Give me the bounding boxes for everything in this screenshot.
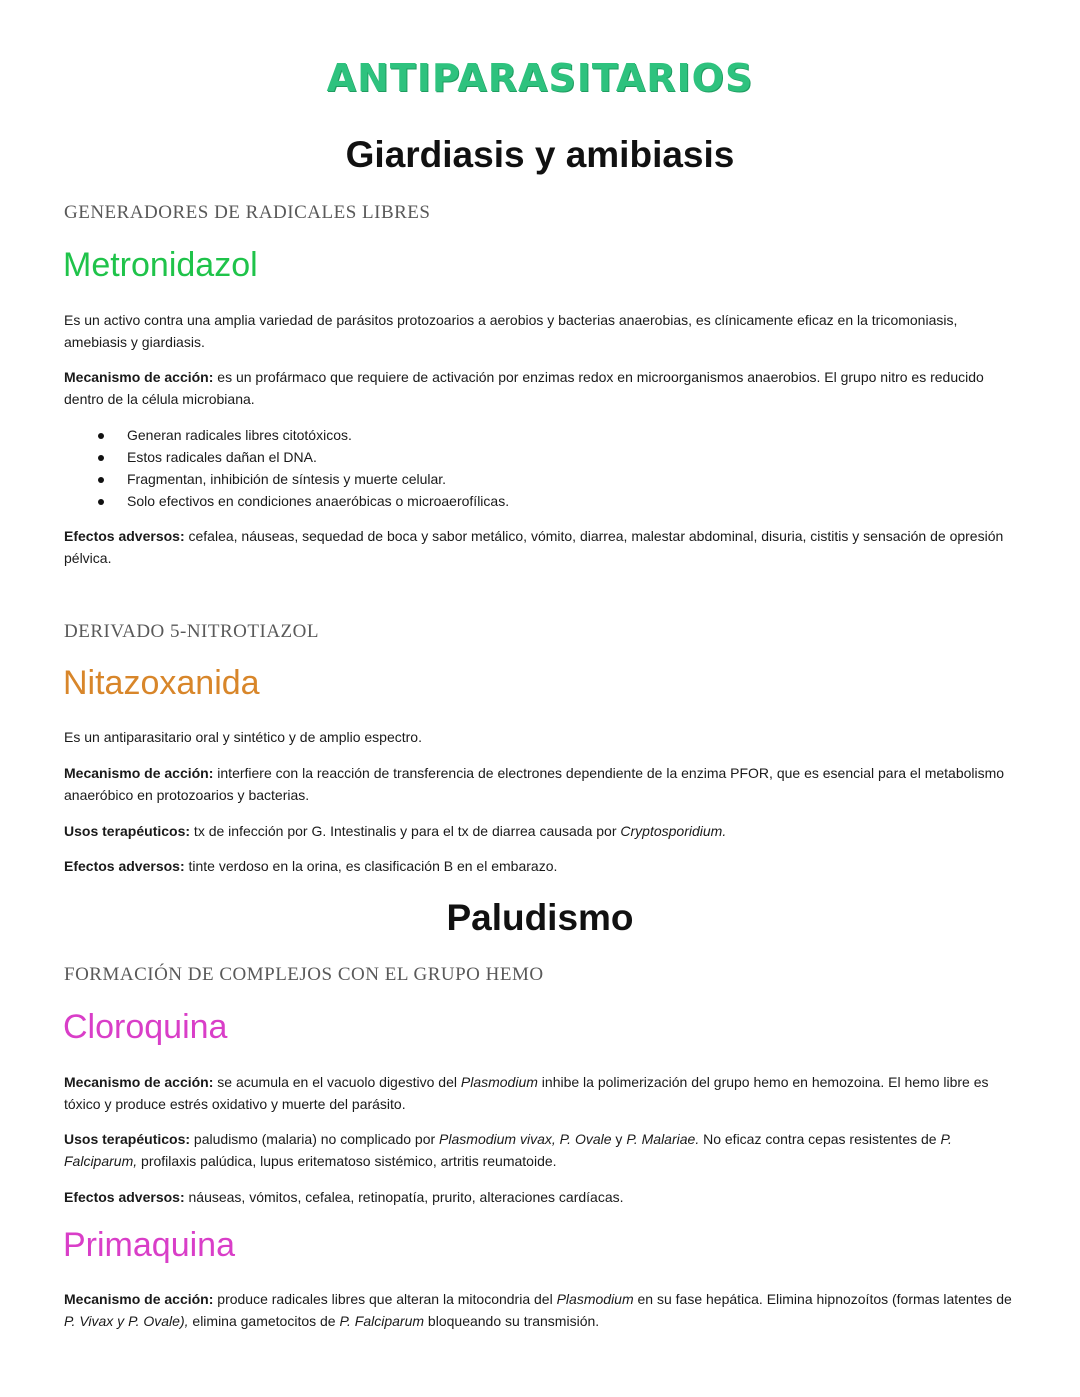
mechanism-text: es un profármaco que requiere de activación por enzimas redox en microorganismos anaerobios. El grupo nitro es reducido dentro de la célula microbiana. <box>64 369 984 407</box>
mechanism-label: Mecanismo de acción: <box>64 1291 214 1307</box>
adverse-effects-label: Efectos adversos: <box>64 528 185 544</box>
adverse-effects-paragraph <box>64 855 1024 877</box>
organism-name: Plasmodium <box>556 1291 634 1307</box>
uses-label: Usos terapéuticos: <box>64 823 191 839</box>
list-item: Solo efectivos en condiciones anaeróbicas o microaerofílicas. <box>64 490 509 512</box>
mechanism-text: elimina gametocitos de <box>188 1313 340 1329</box>
uses-text: y <box>611 1131 627 1147</box>
category-heading: FORMACIÓN DE COMPLEJOS CON EL GRUPO HEMO <box>64 964 544 985</box>
uses-organism: Cryptosporidium. <box>620 823 727 839</box>
mechanism-text: en su fase hepática. Elimina hipnozoítos (formas latentes de <box>633 1291 1012 1307</box>
uses-text: paludismo (malaria) no complicado por <box>190 1131 440 1147</box>
uses-paragraph <box>64 820 1024 842</box>
mechanism-label: Mecanismo de acción: <box>64 765 214 781</box>
drug-name-nitazoxanida: Nitazoxanida <box>63 664 260 702</box>
uses-text: tx de infección por G. Intestinalis y para el tx de diarrea causada por <box>190 823 621 839</box>
organism-name: P. Falciparum <box>339 1313 425 1329</box>
organism-name: P. Falciparum, <box>64 1131 952 1169</box>
mechanism-bullet-list <box>64 424 509 512</box>
drug-name-cloroquina: Cloroquina <box>63 1008 228 1046</box>
mechanism-paragraph <box>64 1071 1024 1115</box>
organism-name: Plasmodium vivax, P. Ovale <box>439 1131 612 1147</box>
document-title: ANTIPARASITARIOS <box>326 56 754 100</box>
adverse-effects-text: cefalea, náuseas, sequedad de boca y sabor metálico, vómito, diarrea, malestar abdominal, disuria, cistitis y sensación de opresión pélvica. <box>64 528 1004 566</box>
list-item: Generan radicales libres citotóxicos. <box>64 424 509 446</box>
uses-text: No eficaz contra cepas resistentes de <box>699 1131 941 1147</box>
section-heading-paludismo: Paludismo <box>446 897 634 938</box>
uses-paragraph <box>64 1128 1024 1172</box>
uses-text: profilaxis palúdica, lupus eritematoso sistémico, artritis reumatoide. <box>137 1153 557 1169</box>
adverse-effects-label: Efectos adversos: <box>64 1189 185 1205</box>
mechanism-label: Mecanismo de acción: <box>64 1074 214 1090</box>
list-item: Fragmentan, inhibición de síntesis y muerte celular. <box>64 468 509 490</box>
drug-description: Es un activo contra una amplia variedad de parásitos protozoarios a aerobios y bacterias anaerobias, es clínicamente eficaz en la tricomoniasis, amebiasis y giardiasis. <box>64 312 958 350</box>
adverse-effects-text: náuseas, vómitos, cefalea, retinopatía, prurito, alteraciones cardíacas. <box>184 1189 624 1205</box>
mechanism-text: produce radicales libres que alteran la mitocondria del <box>213 1291 557 1307</box>
category-heading: GENERADORES DE RADICALES LIBRES <box>64 202 431 223</box>
mechanism-paragraph <box>64 762 1024 806</box>
drug-description: Es un antiparasitario oral y sintético y de amplio espectro. <box>64 729 422 745</box>
adverse-effects-paragraph <box>64 525 1024 569</box>
list-item: Estos radicales dañan el DNA. <box>64 446 509 468</box>
adverse-effects-paragraph <box>64 1186 1024 1208</box>
section-heading-giardiasis: Giardiasis y amibiasis <box>345 134 735 175</box>
category-heading: DERIVADO 5-NITROTIAZOL <box>64 621 319 642</box>
organism-name: P. Malariae. <box>626 1131 700 1147</box>
mechanism-text: bloqueando su transmisión. <box>424 1313 600 1329</box>
adverse-effects-text: tinte verdoso en la orina, es clasificación B en el embarazo. <box>184 858 558 874</box>
drug-name-primaquina: Primaquina <box>63 1226 235 1264</box>
mechanism-text: inhibe la polimerización del grupo hemo en hemozoina. El hemo libre es tóxico y produce estrés oxidativo y muerte del parásito. <box>64 1074 989 1112</box>
organism-name: P. Vivax y P. Ovale), <box>64 1313 189 1329</box>
drug-name-metronidazol: Metronidazol <box>63 246 258 284</box>
mechanism-paragraph <box>64 366 1024 410</box>
mechanism-text: interfiere con la reacción de transferencia de electrones dependiente de la enzima PFOR, que es esencial para el metabolismo anaeróbico en protozoarios y bacterias. <box>64 765 1005 803</box>
mechanism-label: Mecanismo de acción: <box>64 369 214 385</box>
organism-name: Plasmodium <box>460 1074 538 1090</box>
adverse-effects-label: Efectos adversos: <box>64 858 185 874</box>
uses-label: Usos terapéuticos: <box>64 1131 191 1147</box>
mechanism-text: se acumula en el vacuolo digestivo del <box>213 1074 461 1090</box>
mechanism-paragraph <box>64 1288 1024 1332</box>
